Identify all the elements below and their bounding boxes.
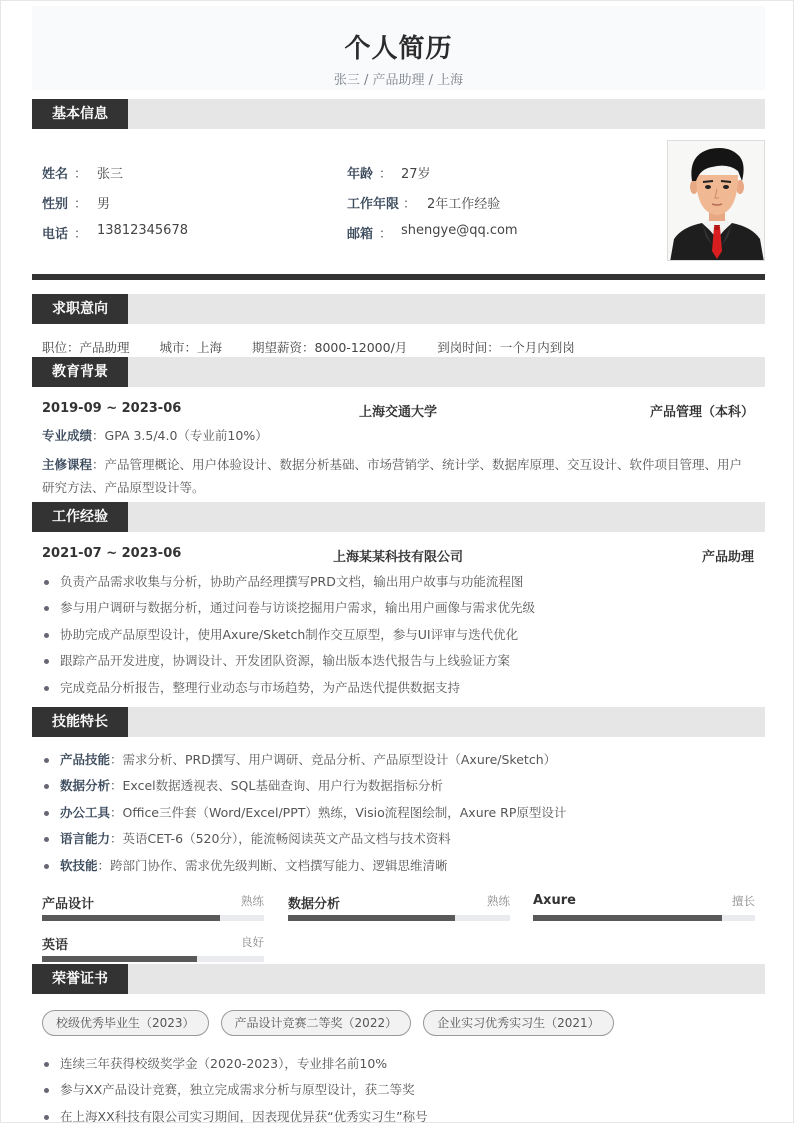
skill-bar-name: Axure — [533, 893, 576, 908]
education-courses — [42, 453, 754, 499]
honor-chip: 产品设计竞赛二等奖（2022） — [221, 1010, 412, 1036]
section-title-work: 工作经验 — [32, 502, 128, 532]
honor-chip: 校级优秀毕业生（2023） — [42, 1010, 209, 1036]
skill-bar-track — [288, 915, 510, 921]
avatar-illustration-icon — [668, 141, 765, 261]
list-item: 在上海XX科技有限公司实习期间，因表现优异获“优秀实习生”称号 — [42, 1108, 754, 1123]
skill-bar-level: 擅长 — [732, 894, 755, 908]
list-item: 完成竞品分析报告，整理行业动态与市场趋势，为产品迭代提供数据支持 — [42, 679, 754, 705]
education-gpa — [42, 425, 754, 447]
intent-salary: 期望薪资：8000-12000/月 — [252, 340, 408, 355]
work-position: 产品助理 — [701, 550, 754, 565]
courses-label: 主修课程 — [42, 457, 93, 472]
intent-position: 职位：产品助理 — [42, 340, 130, 355]
colon: ： — [74, 167, 88, 182]
skill-bar-name: 英语 — [42, 938, 69, 953]
courses-value: ：产品管理概论、用户体验设计、数据分析基础、市场营销学、统计学、数据库原理、交互设计、软件项目管理、用户研究方法、产品原型设计等。 — [42, 457, 743, 495]
skill-label: 语言能力 — [60, 831, 111, 847]
list-item: 连续三年获得校级奖学金（2020-2023），专业排名前10% — [42, 1055, 754, 1081]
work-row — [42, 546, 754, 564]
email-value: shengye@qq.com — [401, 223, 518, 238]
section-title-skills: 技能特长 — [32, 707, 128, 737]
education-school: 上海交通大学 — [358, 405, 437, 420]
skill-bar-fill — [533, 915, 722, 921]
skill-bar-track — [42, 915, 264, 921]
honors-list — [42, 1055, 754, 1123]
skill-bar-fill — [42, 915, 220, 921]
list-item: 负责产品需求收集与分析，协助产品经理撰写PRD文档，输出用户故事与功能流程图 — [42, 573, 754, 599]
skill-bar-level: 熟练 — [487, 894, 510, 908]
education-period: 2019-09 ~ 2023-06 — [42, 401, 182, 416]
skill-label: 产品技能 — [60, 752, 111, 767]
email-label: 邮箱 — [347, 227, 374, 242]
education-major: 产品管理（本科） — [649, 405, 754, 420]
colon: ： — [379, 167, 393, 182]
education-row — [42, 401, 754, 419]
skills-list — [42, 751, 754, 883]
honor-chips — [42, 1010, 614, 1036]
colon: ： — [379, 227, 393, 242]
work-period: 2021-07 ~ 2023-06 — [42, 546, 182, 561]
section-title-intent: 求职意向 — [32, 294, 128, 324]
page-title: 个人简历 — [344, 34, 453, 64]
skill-label: 办公工具 — [60, 804, 111, 820]
section-divider — [32, 274, 765, 280]
section-header-skills — [32, 707, 765, 737]
list-item — [42, 751, 754, 777]
skill-label: 软技能 — [60, 857, 98, 873]
name-value: 张三 — [97, 167, 124, 182]
section-header-basic — [32, 99, 765, 129]
skill-bar-track — [42, 956, 264, 962]
avatar-photo — [667, 140, 765, 261]
job-intent-row — [42, 338, 601, 356]
work-company: 上海某某科技有限公司 — [332, 550, 463, 565]
colon: ： — [403, 197, 417, 212]
gender-label: 性别 — [42, 197, 69, 212]
section-title-honors: 荣誉证书 — [32, 964, 128, 994]
section-header-honors — [32, 964, 765, 994]
work-years-label: 工作年限 — [347, 197, 400, 212]
gpa-value: ：GPA 3.5/4.0（专业前10%） — [92, 428, 268, 443]
section-title-basic: 基本信息 — [32, 99, 128, 129]
skill-bar-track — [533, 915, 755, 921]
skill-value: ：Office三件套（Word/Excel/PPT）熟练，Visio流程图绘制，Axure RP原型设计 — [110, 804, 567, 820]
list-item — [42, 857, 754, 883]
work-years-value: 2年工作经验 — [427, 197, 501, 212]
list-item — [42, 804, 754, 830]
intent-availability: 到岗时间：一个月内到岗 — [437, 340, 575, 355]
skill-bar-level: 良好 — [241, 935, 264, 949]
section-header-work — [32, 502, 765, 532]
list-item — [42, 777, 754, 803]
colon: ： — [74, 227, 88, 242]
list-item — [42, 830, 754, 856]
resume-header — [32, 6, 765, 90]
honor-chip: 企业实习优秀实习生（2021） — [423, 1010, 614, 1036]
page-subtitle: 张三 / 产品助理 / 上海 — [333, 73, 464, 88]
skill-value: ：跨部门协作、需求优先级判断、文档撰写能力、逻辑思维清晰 — [97, 857, 448, 873]
skill-bar-fill — [288, 915, 455, 921]
gpa-label: 专业成绩 — [42, 428, 93, 443]
name-label: 姓名 — [42, 167, 69, 182]
skill-bar-level: 熟练 — [241, 894, 264, 908]
age-label: 年龄 — [347, 167, 374, 182]
phone-label: 电话 — [42, 227, 69, 242]
section-header-intent — [32, 294, 765, 324]
skill-bar-fill — [42, 956, 197, 962]
list-item: 跟踪产品开发进度，协调设计、开发团队资源，输出版本迭代报告与上线验证方案 — [42, 652, 754, 678]
colon: ： — [74, 197, 88, 212]
section-header-education — [32, 357, 765, 387]
section-title-education: 教育背景 — [32, 357, 128, 387]
age-value: 27岁 — [401, 167, 431, 182]
list-item: 协助完成产品原型设计，使用Axure/Sketch制作交互原型，参与UI评审与迭代优化 — [42, 626, 754, 652]
phone-value: 13812345678 — [97, 223, 188, 238]
work-duties-list — [42, 573, 754, 705]
skill-value: ：需求分析、PRD撰写、用户调研、竞品分析、产品原型设计（Axure/Sketch） — [110, 752, 557, 767]
skill-label: 数据分析 — [60, 778, 111, 794]
list-item: 参与用户调研与数据分析，通过问卷与访谈挖掘用户需求，输出用户画像与需求优先级 — [42, 599, 754, 625]
gender-value: 男 — [97, 197, 111, 212]
skill-bar-name: 产品设计 — [42, 897, 95, 912]
skill-value: ：英语CET-6（520分），能流畅阅读英文产品文档与技术资料 — [110, 831, 451, 847]
skill-value: ：Excel数据透视表、SQL基础查询、用户行为数据指标分析 — [110, 778, 443, 794]
list-item: 参与XX产品设计竞赛，独立完成需求分析与原型设计，获二等奖 — [42, 1081, 754, 1107]
intent-city: 城市：上海 — [159, 340, 223, 355]
skill-bar-name: 数据分析 — [288, 897, 341, 912]
